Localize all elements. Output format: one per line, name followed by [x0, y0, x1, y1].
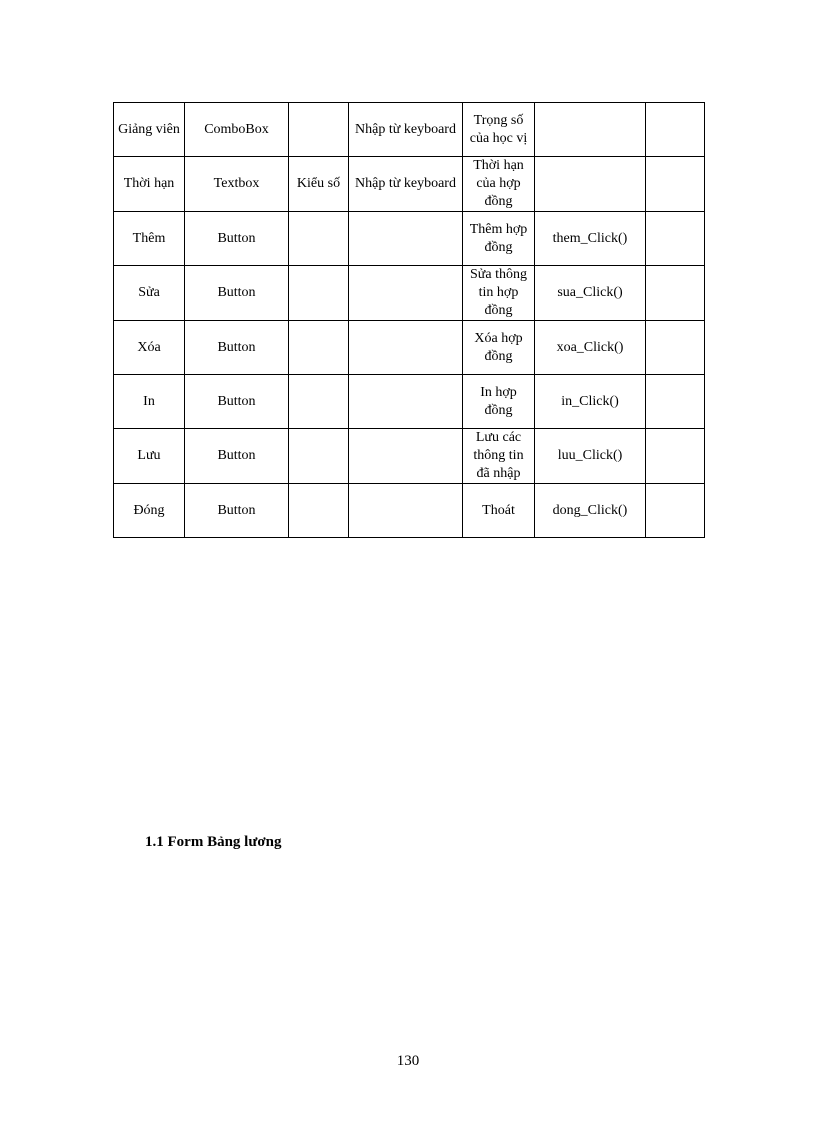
cell-type: Button — [185, 429, 289, 484]
cell-handler: sua_Click() — [535, 266, 646, 321]
cell-format — [289, 375, 349, 429]
cell-type: Button — [185, 484, 289, 538]
cell-note — [646, 266, 705, 321]
table-row — [114, 484, 705, 538]
cell-format: Kiểu số — [289, 157, 349, 212]
cell-type: Button — [185, 266, 289, 321]
table-row — [114, 103, 705, 157]
cell-type: Button — [185, 321, 289, 375]
cell-handler: luu_Click() — [535, 429, 646, 484]
cell-name: Đóng — [114, 484, 185, 538]
cell-input: Nhập từ keyboard — [349, 103, 463, 157]
cell-note — [646, 212, 705, 266]
cell-type: Button — [185, 212, 289, 266]
cell-description: Thêm hợp đồng — [463, 212, 535, 266]
cell-input — [349, 429, 463, 484]
cell-input — [349, 375, 463, 429]
cell-format — [289, 103, 349, 157]
cell-description: Thời hạn của hợp đồng — [463, 157, 535, 212]
cell-name: Thời hạn — [114, 157, 185, 212]
cell-handler: dong_Click() — [535, 484, 646, 538]
cell-handler — [535, 103, 646, 157]
table-row — [114, 375, 705, 429]
cell-format — [289, 321, 349, 375]
cell-name: Xóa — [114, 321, 185, 375]
cell-name: Sửa — [114, 266, 185, 321]
cell-description: Trọng số của học vị — [463, 103, 535, 157]
table-row — [114, 157, 705, 212]
cell-note — [646, 429, 705, 484]
page-number: 130 — [396, 1053, 420, 1069]
cell-note — [646, 375, 705, 429]
table-row — [114, 321, 705, 375]
cell-description: Lưu các thông tin đã nhập — [463, 429, 535, 484]
cell-note — [646, 103, 705, 157]
cell-handler: them_Click() — [535, 212, 646, 266]
cell-description: In hợp đồng — [463, 375, 535, 429]
control-spec-table — [113, 102, 705, 538]
cell-name: Giảng viên — [114, 103, 185, 157]
cell-handler — [535, 157, 646, 212]
cell-input — [349, 484, 463, 538]
cell-format — [289, 429, 349, 484]
cell-name: Thêm — [114, 212, 185, 266]
table-body — [114, 103, 705, 538]
cell-description: Thoát — [463, 484, 535, 538]
table-row — [114, 266, 705, 321]
cell-description: Xóa hợp đồng — [463, 321, 535, 375]
cell-type: Textbox — [185, 157, 289, 212]
cell-input — [349, 212, 463, 266]
table-row — [114, 429, 705, 484]
cell-name: Lưu — [114, 429, 185, 484]
cell-handler: xoa_Click() — [535, 321, 646, 375]
cell-format — [289, 212, 349, 266]
cell-handler: in_Click() — [535, 375, 646, 429]
cell-name: In — [114, 375, 185, 429]
section-title: 1.1 Form Bảng lương — [145, 834, 282, 850]
cell-note — [646, 484, 705, 538]
cell-description: Sửa thông tin hợp đồng — [463, 266, 535, 321]
cell-input: Nhập từ keyboard — [349, 157, 463, 212]
cell-input — [349, 321, 463, 375]
cell-input — [349, 266, 463, 321]
cell-type: ComboBox — [185, 103, 289, 157]
cell-format — [289, 266, 349, 321]
cell-note — [646, 157, 705, 212]
cell-type: Button — [185, 375, 289, 429]
cell-note — [646, 321, 705, 375]
cell-format — [289, 484, 349, 538]
table-row — [114, 212, 705, 266]
